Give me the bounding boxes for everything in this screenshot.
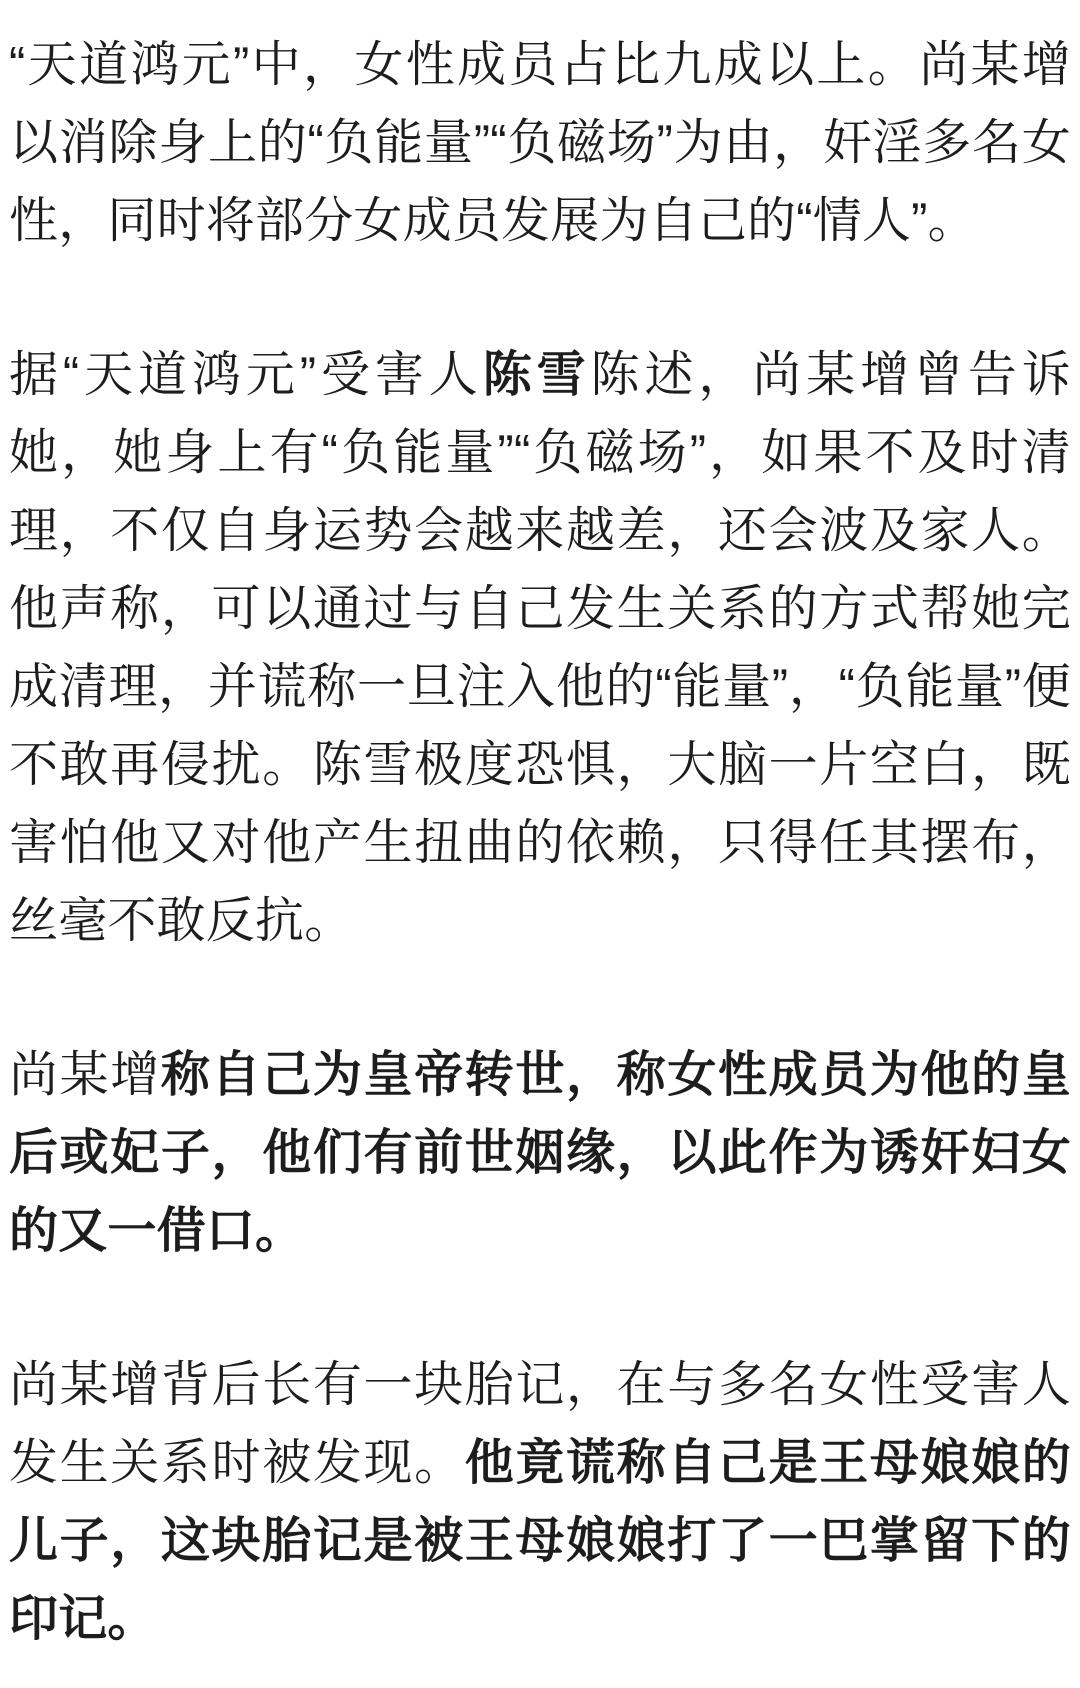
text-segment: 尚某增 [9, 1048, 161, 1102]
text-segment-bold: 陈雪 [482, 348, 591, 402]
text-segment: 尚某增背后长有一块胎记，在与多名女性受害人发生关系时被发现。 [9, 1358, 1071, 1490]
text-segment: 陈述，尚某增曾告诉她，她身上有“负能量”“负磁场”，如果不及时清理，不仅自身运势会越来越差，还会波及家人。他声称，可以通过与自己发生关系的方式帮她完成清理，并谎称一旦注入他的“能量”，“负能量”便不敢再侵扰。陈雪极度恐惧，大脑一片空白，既害怕他又对他产生扭曲的依赖，只得任其摆布，丝毫不敢反抗。 [9, 348, 1072, 948]
paragraph [9, 1036, 1071, 1270]
paragraph [9, 26, 1071, 260]
paragraph [9, 336, 1071, 960]
text-segment: 据“天道鸿元”受害人 [9, 348, 483, 402]
text-segment: “天道鸿元”中，女性成员占比九成以上。尚某增以消除身上的“负能量”“负磁场”为由，奸淫多名女性，同时将部分女成员发展为自己的“情人”。 [9, 38, 1071, 248]
paragraph [9, 1346, 1071, 1658]
text-segment-bold: 他竟谎称自己是王母娘娘的儿子，这块胎记是被王母娘娘打了一巴掌留下的印记。 [9, 1436, 1071, 1646]
text-segment-bold: 称自己为皇帝转世，称女性成员为他的皇后或妃子，他们有前世姻缘，以此作为诱奸妇女的又一借口。 [9, 1048, 1071, 1258]
